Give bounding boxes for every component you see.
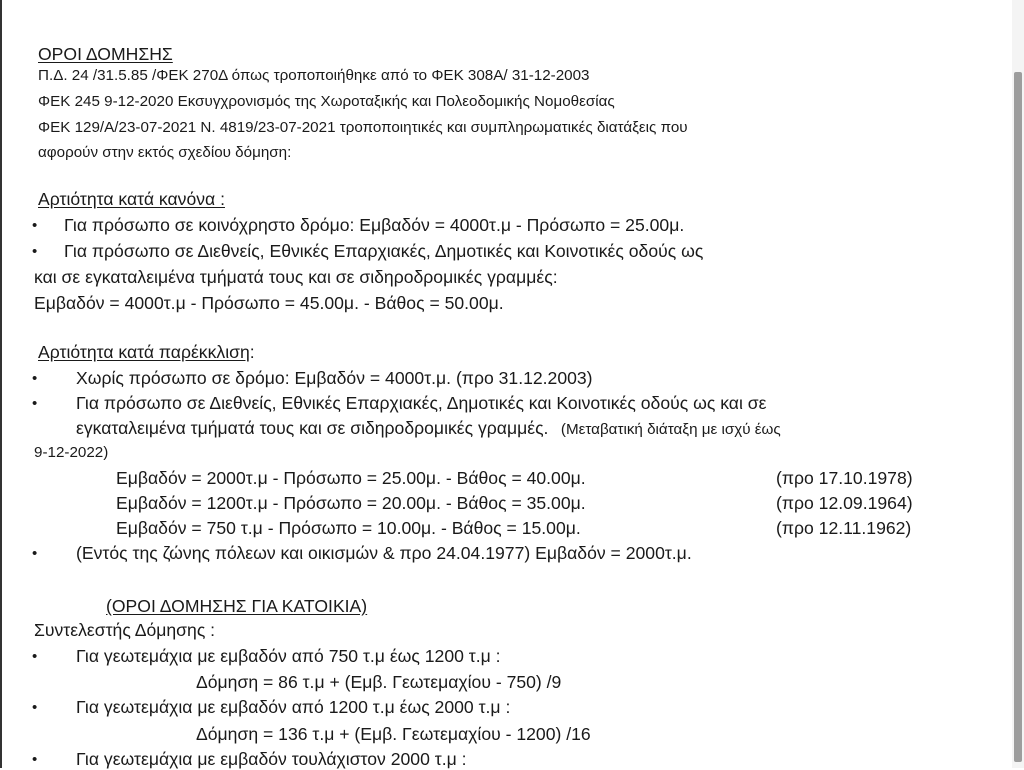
housing-item-2-label: Για γεωτεμάχια με εμβαδόν από 1200 τ.μ έως 2000 τ.μ : [76, 697, 511, 717]
rule-bullet-1: Για πρόσωπο σε κοινόχρηστο δρόμο: Εμβαδόν = 4000τ.μ - Πρόσωπο = 25.00μ. [64, 215, 685, 235]
page-left-border [0, 0, 2, 768]
exception-bullet-3: (Εντός της ζώνης πόλεων και οικισμών & προ 24.04.1977) Εμβαδόν = 2000τ.μ. [76, 543, 692, 563]
exception-row-2-date: (προ 12.09.1964) [776, 493, 913, 513]
scrollbar[interactable] [1012, 0, 1024, 768]
ref-line-2: ΦΕΚ 245 9-12-2020 Εκσυγχρονισμός της Χωροταξικής και Πολεοδομικής Νομοθεσίας [38, 93, 615, 110]
exception-row-1-text: Εμβαδόν = 2000τ.μ - Πρόσωπο = 25.00μ. - Βάθος = 40.00μ. [116, 468, 586, 488]
housing-item-1-label: Για γεωτεμάχια με εμβαδόν από 750 τ.μ έως 1200 τ.μ : [76, 646, 501, 666]
ref-line-3: ΦΕΚ 129/Α/23-07-2021 Ν. 4819/23-07-2021 τροποποιητικές και συμπληρωματικές διατάξεις που [38, 119, 688, 136]
housing-item-1-formula: Δόμηση = 86 τ.μ + (Εμβ. Γεωτεμαχίου - 750) /9 [196, 672, 562, 692]
ref-line-4: αφορούν στην εκτός σχεδίου δόμηση: [38, 144, 292, 161]
exception-bullet-1: Χωρίς πρόσωπο σε δρόμο: Εμβαδόν = 4000τ.μ. (προ 31.12.2003) [76, 368, 593, 388]
bullet-icon: • [32, 751, 38, 768]
rule-bullet-2-line-3: Εμβαδόν = 4000τ.μ - Πρόσωπο = 45.00μ. - Βάθος = 50.00μ. [34, 293, 504, 313]
rule-heading: Αρτιότητα κατά κανόνα : [38, 189, 225, 209]
building-coefficient-label: Συντελεστής Δόμησης : [34, 620, 216, 640]
housing-heading: (ΟΡΟΙ ΔΟΜΗΣΗΣ ΓΙΑ ΚΑΤΟΙΚΙΑ) [106, 596, 368, 616]
bullet-icon: • [32, 648, 38, 665]
ref-line-1: Π.Δ. 24 /31.5.85 /ΦΕΚ 270Δ όπως τροποποιήθηκε από το ΦΕΚ 308Α/ 31-12-2003 [38, 67, 590, 84]
bullet-icon: • [32, 217, 38, 234]
bullet-icon: • [32, 395, 38, 412]
housing-item-2-formula: Δόμηση = 136 τ.μ + (Εμβ. Γεωτεμαχίου - 1200) /16 [196, 724, 591, 744]
exception-bullet-2-line-3: 9-12-2022) [34, 444, 109, 461]
bullet-icon: • [32, 699, 38, 716]
housing-item-3-label: Για γεωτεμάχια με εμβαδόν τουλάχιστον 2000 τ.μ : [76, 749, 467, 769]
exception-row-2-text: Εμβαδόν = 1200τ.μ - Πρόσωπο = 20.00μ. - Βάθος = 35.00μ. [116, 493, 586, 513]
exception-row-3-text: Εμβαδόν = 750 τ.μ - Πρόσωπο = 10.00μ. - Βάθος = 15.00μ. [116, 518, 581, 538]
bullet-icon: • [32, 545, 38, 562]
exception-bullet-2-line-2: εγκαταλειμένα τμήματά τους και σε σιδηροδρομικές γραμμές. (Μεταβατική διάταξη με ισχύ έως [76, 418, 781, 438]
exception-heading: Αρτιότητα κατά παρέκκλιση: [38, 342, 255, 362]
exception-bullet-2-line-1: Για πρόσωπο σε Διεθνείς, Εθνικές Επαρχιακές, Δημοτικές και Κοινοτικές οδούς ως και σε [76, 393, 767, 413]
rule-bullet-2-line-2: και σε εγκαταλειμένα τμήματά τους και σε σιδηροδρομικές γραμμές: [34, 267, 558, 287]
bullet-icon: • [32, 243, 38, 260]
exception-row-3-date: (προ 12.11.1962) [776, 518, 912, 538]
bullet-icon: • [32, 370, 38, 387]
scrollbar-thumb[interactable] [1014, 72, 1022, 762]
doc-title: ΟΡΟΙ ΔΟΜΗΣΗΣ [38, 44, 173, 64]
rule-bullet-2-line-1: Για πρόσωπο σε Διεθνείς, Εθνικές Επαρχιακές, Δημοτικές και Κοινοτικές οδούς ως [64, 241, 704, 261]
exception-row-1-date: (προ 17.10.1978) [776, 468, 913, 488]
